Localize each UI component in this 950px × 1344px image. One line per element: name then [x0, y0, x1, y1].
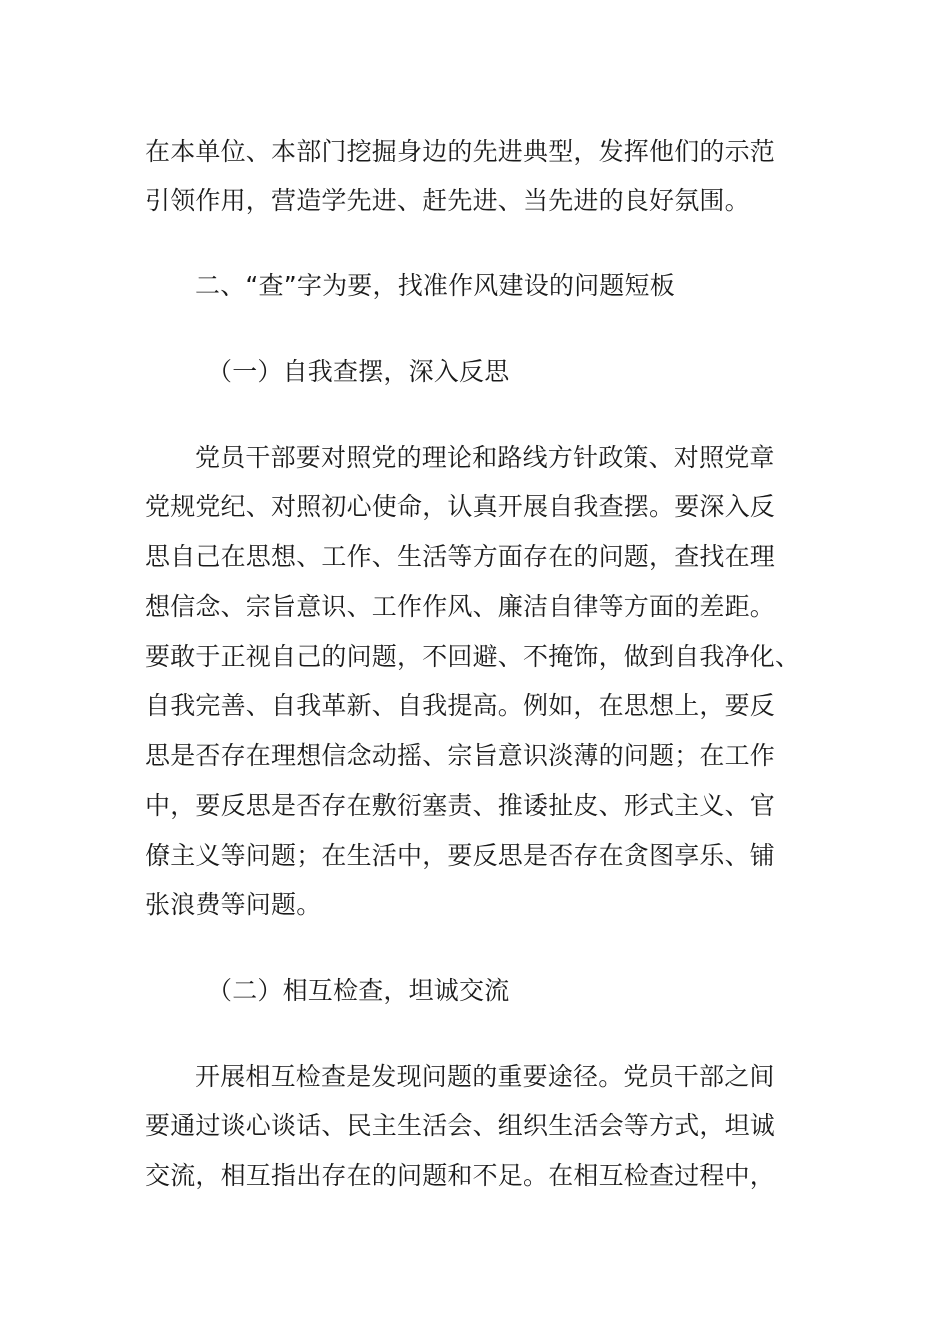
paragraph-line: 僚主义等问题；在生活中，要反思是否存在贪图享乐、铺	[145, 841, 776, 870]
paragraph-line: 自我完善、自我革新、自我提高。例如，在思想上，要反	[145, 691, 776, 720]
paragraph-line: 要通过谈心谈话、民主生活会、组织生活会等方式，坦诚	[145, 1111, 776, 1140]
paragraph-line: 思是否存在理想信念动摇、宗旨意识淡薄的问题；在工作	[145, 741, 776, 770]
paragraph-line: 想信念、宗旨意识、工作作风、廉洁自律等方面的差距。	[145, 592, 776, 621]
paragraph-line: 在本单位、本部门挖掘身边的先进典型，发挥他们的示范	[145, 137, 776, 166]
paragraph-line: 张浪费等问题。	[145, 890, 322, 919]
paragraph-line: 思自己在思想、工作、生活等方面存在的问题，查找在理	[145, 542, 776, 571]
section-heading: 二、“查”字为要，找准作风建设的问题短板	[195, 271, 675, 300]
paragraph-line: 开展相互检查是发现问题的重要途径。党员干部之间	[195, 1062, 775, 1091]
paragraph-line: 交流，相互指出存在的问题和不足。在相互检查过程中，	[145, 1161, 776, 1190]
paragraph-line: 引领作用，营造学先进、赶先进、当先进的良好氛围。	[145, 186, 750, 215]
paragraph-line: 党员干部要对照党的理论和路线方针政策、对照党章	[195, 443, 775, 472]
paragraph-line: 中，要反思是否存在敷衍塞责、推诿扯皮、形式主义、官	[145, 791, 776, 820]
paragraph-line: 党规党纪、对照初心使命，认真开展自我查摆。要深入反	[145, 492, 776, 521]
subsection-heading: （一）自我查摆，深入反思	[207, 357, 510, 386]
subsection-heading: （二）相互检查，坦诚交流	[207, 976, 510, 1005]
paragraph-line: 要敢于正视自己的问题，不回避、不掩饰，做到自我净化、	[145, 642, 801, 671]
